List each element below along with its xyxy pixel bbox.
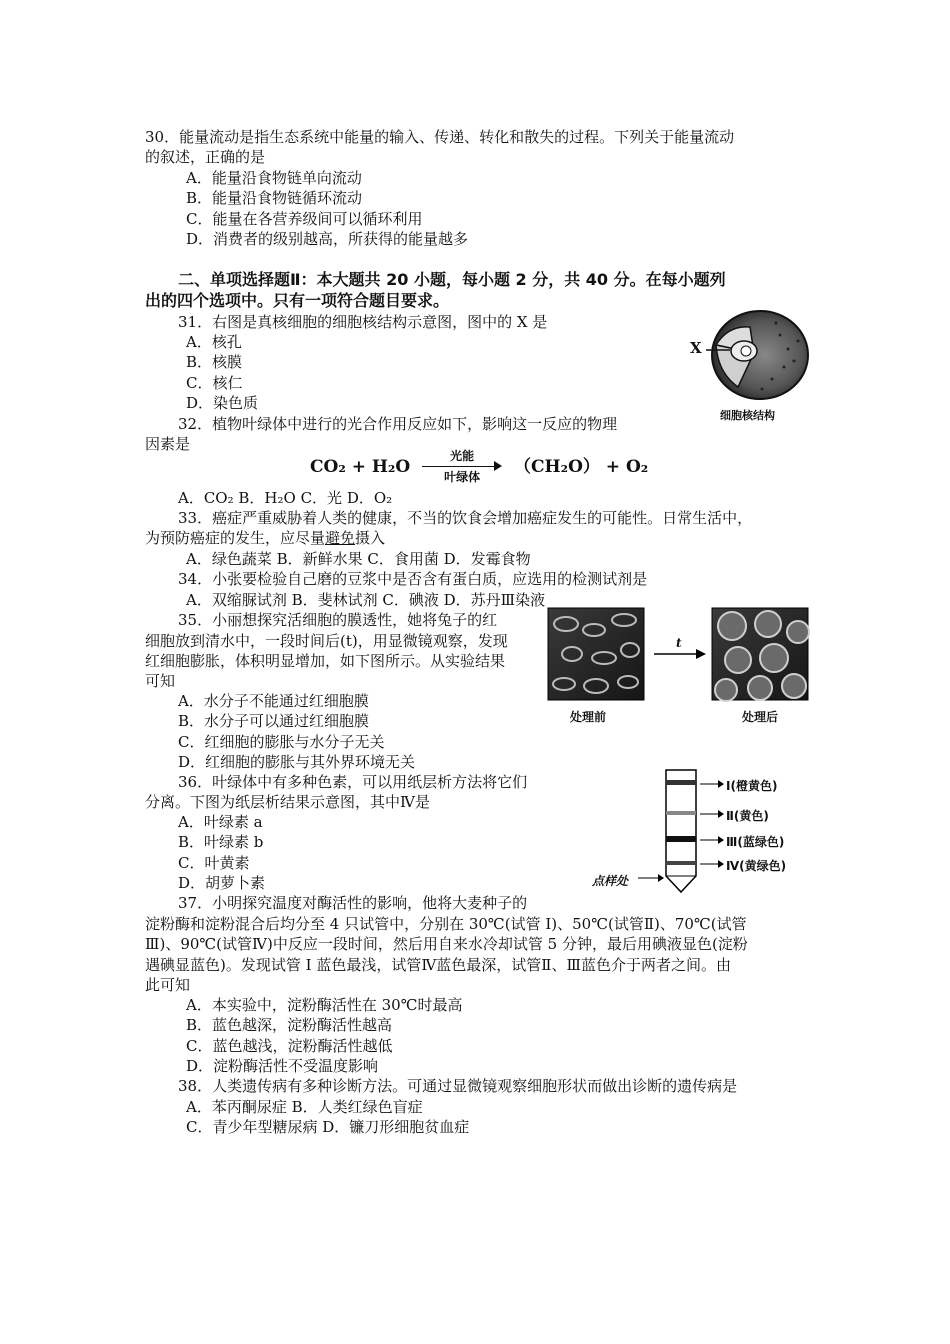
nucleus-x-label: X xyxy=(690,339,702,357)
q35-option-c: C．红细胞的膨胀与水分子无关 xyxy=(178,733,385,751)
q38-options-ab: A．苯丙酮尿症 B．人类红绿色盲症 xyxy=(186,1098,423,1116)
q33-stem-line2 xyxy=(145,528,385,548)
q37-option-b: B．蓝色越深，淀粉酶活性越高 xyxy=(186,1016,393,1034)
equation-reactants: CO₂ + H₂O xyxy=(310,457,411,477)
q32-options: A．CO₂ B．H₂O C．光 D．O₂ xyxy=(178,489,393,507)
before-caption: 处理前 xyxy=(570,710,607,724)
q32-stem-line1: 32．植物叶绿体中进行的光合作用反应如下，影响这一反应的物理 xyxy=(178,415,618,433)
band-4-label: Ⅳ(黄绿色) xyxy=(726,859,787,873)
chromatography-figure xyxy=(586,766,816,896)
q36-option-b: B．叶绿素 b xyxy=(178,833,264,851)
band-1-label: Ⅰ(橙黄色) xyxy=(726,779,778,793)
equation-arrow xyxy=(422,448,502,484)
red-cell-figure xyxy=(546,606,812,726)
q37-stem-line3: Ⅲ)、90℃(试管Ⅳ)中反应一段时间，然后用自来水冷却试管 5 分钟，最后用碘液显色(淀粉 xyxy=(145,935,748,953)
q35-stem-line2: 细胞放到清水中，一段时间后(t)，用显微镜观察，发现 xyxy=(145,632,508,650)
q34-options: A．双缩脲试剂 B．斐林试剂 C．碘液 D．苏丹Ⅲ染液 xyxy=(186,591,546,609)
q35-option-a: A．水分子不能通过红细胞膜 xyxy=(178,692,369,710)
q30-option-c: C．能量在各营养级间可以循环利用 xyxy=(186,210,423,228)
q31-option-a: A．核孔 xyxy=(186,333,242,351)
q31-option-b: B．核膜 xyxy=(186,353,243,371)
q38-stem: 38．人类遗传病有多种诊断方法。可通过显微镜观察细胞形状而做出诊断的遗传病是 xyxy=(178,1077,738,1095)
section-heading-line1: 二、单项选择题Ⅱ：本大题共 20 小题，每小题 2 分，共 40 分。在每小题列 xyxy=(178,270,726,289)
q37-option-a: A．本实验中，淀粉酶活性在 30℃时最高 xyxy=(186,996,463,1014)
q36-option-c: C．叶黄素 xyxy=(178,854,250,872)
equation-products: （CH₂O） + O₂ xyxy=(514,457,649,477)
photosynthesis-equation xyxy=(310,448,649,484)
q37-option-d: D．淀粉酶活性不受温度影响 xyxy=(186,1057,379,1075)
q35-option-b: B．水分子可以通过红细胞膜 xyxy=(178,712,370,730)
q34-stem: 34．小张要检验自己磨的豆浆中是否含有蛋白质，应选用的检测试剂是 xyxy=(178,570,648,588)
q33-stem-text-a: 为预防癌症的发生，应尽量 xyxy=(145,529,326,547)
q37-stem-line2: 淀粉酶和淀粉混合后均分至 4 只试管中，分别在 30℃(试管 I)、50℃(试管Ⅱ)、70℃(试管 xyxy=(145,915,747,933)
nucleus-caption: 细胞核结构 xyxy=(720,409,775,422)
q35-stem-line1: 35．小丽想探究活细胞的膜透性，她将兔子的红 xyxy=(178,611,498,629)
q33-stem-text-b: 摄入 xyxy=(355,529,386,547)
q36-option-d: D．胡萝卜素 xyxy=(178,874,266,892)
q36-stem-line2: 分离。下图为纸层析结果示意图，其中Ⅳ是 xyxy=(145,793,430,811)
q32-stem-line2: 因素是 xyxy=(145,435,191,453)
q35-option-d: D．红细胞的膨胀与其外界环境无关 xyxy=(178,753,416,771)
q31-option-d: D．染色质 xyxy=(186,394,259,412)
band-3-label: Ⅲ(蓝绿色) xyxy=(726,835,785,849)
q30-option-d: D．消费者的级别越高，所获得的能量越多 xyxy=(186,230,469,248)
after-caption: 处理后 xyxy=(742,710,779,724)
q36-stem-line1: 36．叶绿体中有多种色素，可以用纸层析方法将它们 xyxy=(178,773,528,791)
q30-stem-line1: 30．能量流动是指生态系统中能量的输入、传递、转化和散失的过程。下列关于能量流动 xyxy=(145,128,735,146)
q30-stem-line2: 的叙述，正确的是 xyxy=(145,148,266,166)
q31-option-c: C．核仁 xyxy=(186,374,243,392)
q30-option-b: B．能量沿食物链循环流动 xyxy=(186,189,363,207)
q33-options: A．绿色蔬菜 B．新鲜水果 C．食用菌 D．发霉食物 xyxy=(186,550,531,568)
time-label: t xyxy=(676,636,682,650)
q37-stem-line1: 37．小明探究温度对酶活性的影响，他将大麦种子的 xyxy=(178,894,528,912)
q31-stem: 31．右图是真核细胞的细胞核结构示意图，图中的 X 是 xyxy=(178,313,548,331)
q33-stem-underline: 避免 xyxy=(325,529,356,547)
band-2-label: Ⅱ(黄色) xyxy=(726,809,769,823)
equation-arrow-bottom-label: 叶绿体 xyxy=(444,469,481,484)
section-heading-line2: 出的四个选项中。只有一项符合题目要求。 xyxy=(145,291,450,310)
q37-stem-line5: 此可知 xyxy=(145,976,191,994)
origin-label: 点样处 xyxy=(592,874,629,888)
q38-options-cd: C．青少年型糖尿病 D．镰刀形细胞贫血症 xyxy=(186,1118,470,1136)
q35-stem-line3: 红细胞膨胀，体积明显增加，如下图所示。从实验结果 xyxy=(145,652,506,670)
q37-option-c: C．蓝色越浅，淀粉酶活性越低 xyxy=(186,1037,393,1055)
q30-option-a: A．能量沿食物链单向流动 xyxy=(186,169,362,187)
q37-stem-line4: 遇碘显蓝色)。发现试管 I 蓝色最浅，试管Ⅳ蓝色最深，试管Ⅱ、Ⅲ蓝色介于两者之间。由 xyxy=(145,956,731,974)
nucleus-figure xyxy=(688,305,818,423)
q35-stem-line4: 可知 xyxy=(145,672,176,690)
q36-option-a: A．叶绿素 a xyxy=(178,813,263,831)
equation-arrow-top-label: 光能 xyxy=(450,448,475,463)
q33-stem-line1: 33．癌症严重威胁着人类的健康，不当的饮食会增加癌症发生的可能性。日常生活中， xyxy=(178,509,753,527)
